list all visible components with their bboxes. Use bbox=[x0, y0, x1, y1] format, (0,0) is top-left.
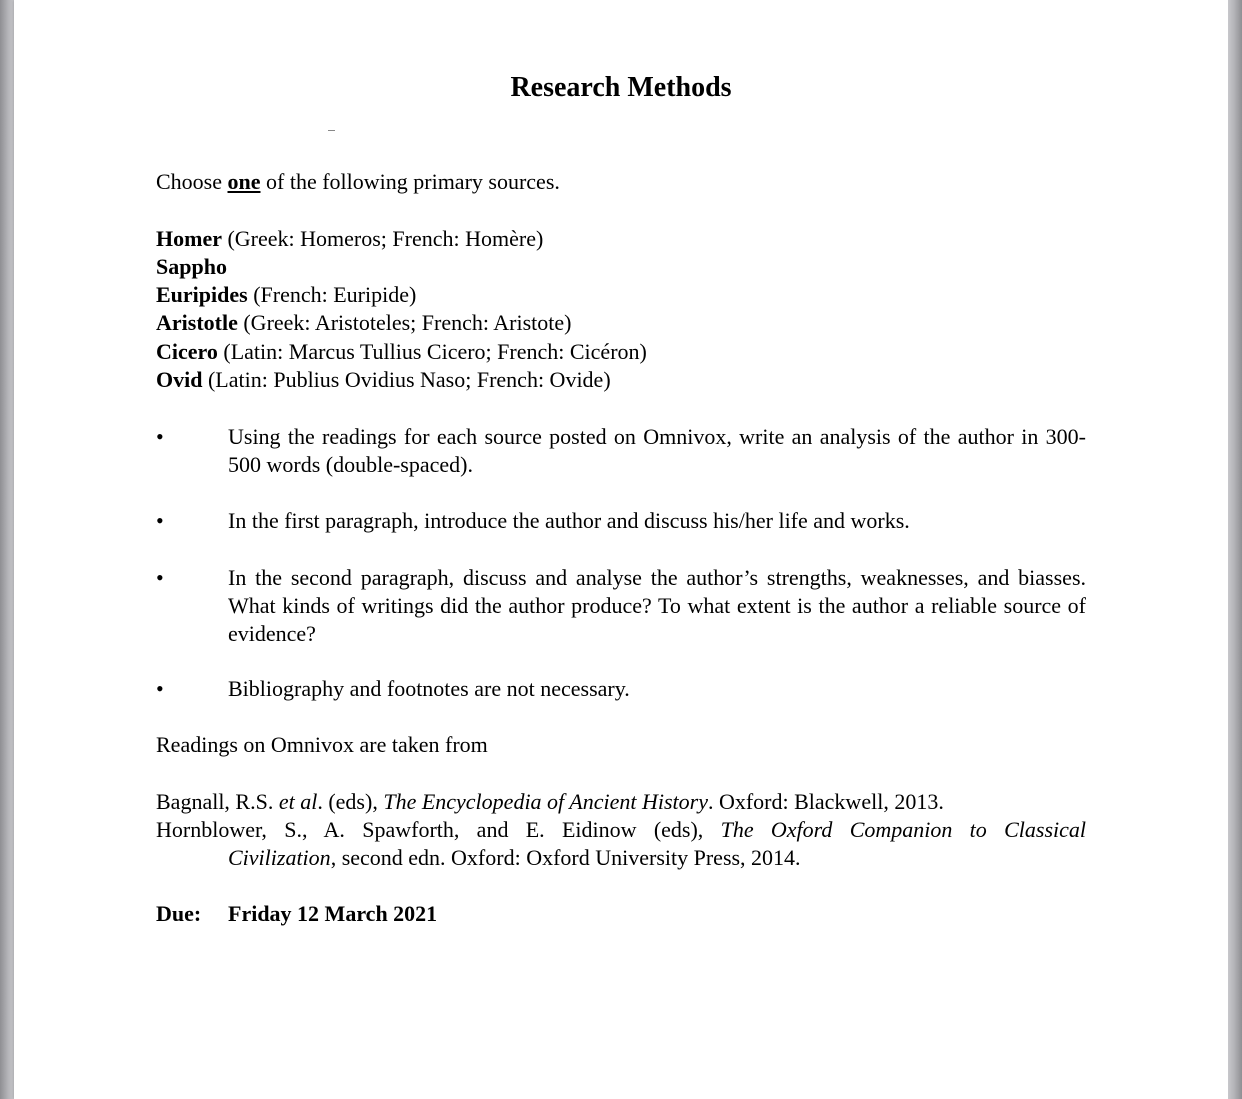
intro-after: of the following primary sources. bbox=[260, 169, 560, 194]
source-name: Homer bbox=[156, 226, 222, 251]
bullet-text: In the first paragraph, introduce the author and discuss his/her life and works. bbox=[228, 508, 910, 533]
scan-mark bbox=[328, 130, 335, 131]
intro-emphasis: one bbox=[227, 169, 261, 194]
source-name: Ovid bbox=[156, 367, 203, 392]
ref-text: . (eds), bbox=[317, 789, 384, 814]
bullet-marker: • bbox=[156, 565, 164, 590]
ref-first-line bbox=[156, 816, 1086, 844]
intro-line bbox=[156, 168, 560, 196]
ref-italic: et al bbox=[278, 789, 318, 814]
bullet-text: Using the readings for each source posted on Omnivox, write an analysis of the author in 300-500 words (double-spaced). bbox=[228, 424, 1086, 477]
ref-italic: The Encyclopedia of Ancient History bbox=[383, 789, 708, 814]
source-name: Aristotle bbox=[156, 310, 238, 335]
source-item bbox=[156, 309, 571, 337]
source-item bbox=[156, 338, 647, 366]
ref-text: Hornblower, S., A. Spawforth, and E. Eidinow (eds), bbox=[156, 817, 721, 842]
source-item bbox=[156, 366, 611, 394]
ref-italic: The Oxford Companion to Classical bbox=[720, 817, 1086, 842]
source-detail: (French: Euripide) bbox=[247, 282, 417, 307]
bullet-marker: • bbox=[156, 424, 164, 449]
source-detail: (Greek: Aristoteles; French: Aristote) bbox=[237, 310, 572, 335]
readings-intro: Readings on Omnivox are taken from bbox=[156, 732, 488, 757]
source-detail: (Latin: Marcus Tullius Cicero; French: Cicéron) bbox=[217, 339, 647, 364]
ref-continuation bbox=[156, 844, 1086, 872]
source-item bbox=[156, 225, 543, 253]
ref-text: Bagnall, R.S. bbox=[156, 789, 279, 814]
due-date: Friday 12 March 2021 bbox=[228, 901, 438, 926]
ref-italic: Civilization bbox=[228, 845, 331, 870]
reference-entry bbox=[156, 788, 944, 816]
document-title: Research Methods bbox=[510, 72, 732, 103]
source-name: Cicero bbox=[156, 339, 218, 364]
bullet-marker: • bbox=[156, 508, 164, 533]
document-page bbox=[14, 0, 1228, 1099]
source-item bbox=[156, 253, 227, 281]
bullet-text: In the second paragraph, discuss and analyse the author’s strengths, weaknesses, and biasses. What kinds of writings did the author produce? To what extent is the author a reliable source of evidence? bbox=[228, 565, 1086, 646]
bullet-marker: • bbox=[156, 676, 164, 701]
ref-text: . Oxford: Blackwell, 2013. bbox=[707, 789, 944, 814]
due-label: Due: bbox=[156, 901, 202, 926]
bullet-text: Bibliography and footnotes are not necessary. bbox=[228, 676, 630, 701]
source-detail: (Latin: Publius Ovidius Naso; French: Ovide) bbox=[202, 367, 611, 392]
source-name: Sappho bbox=[156, 254, 227, 279]
intro-before: Choose bbox=[156, 169, 228, 194]
ref-text: , second edn. Oxford: Oxford University Press, 2014. bbox=[330, 845, 801, 870]
source-detail: (Greek: Homeros; French: Homère) bbox=[221, 226, 544, 251]
source-item bbox=[156, 281, 416, 309]
reference-entry bbox=[156, 816, 1086, 872]
source-name: Euripides bbox=[156, 282, 248, 307]
